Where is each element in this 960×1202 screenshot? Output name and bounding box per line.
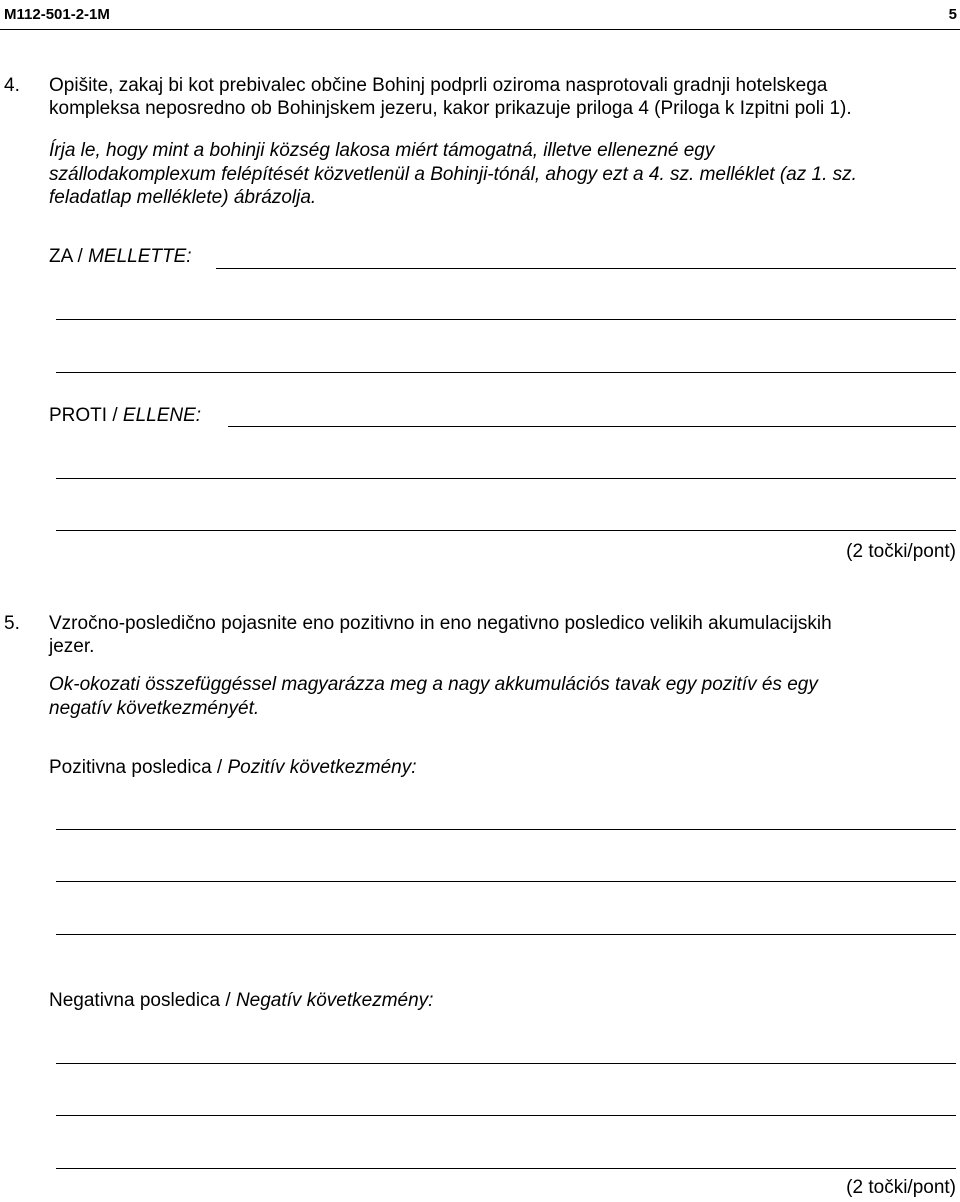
negative-label-slo: Negativna posledica / [49, 990, 236, 1011]
proti-label-slo: PROTI / [49, 405, 123, 426]
za-label-hu: MELLETTE: [88, 246, 192, 267]
q4-hu-line-1: Írja le, hogy mint a bohinji község lakosa miért támogatná, illetve ellenezné egy [49, 140, 715, 161]
answer-line-negative-2[interactable] [56, 1115, 956, 1116]
page-header [0, 0, 960, 30]
q4-hu-line-2: szállodakomplexum felépítését közvetlenül a Bohinji-tónál, ahogy ezt a 4. sz. melléklet (az 1. sz. [49, 164, 857, 185]
za-label [49, 245, 192, 269]
q5-slo-line-1: Vzročno-posledično pojasnite eno pozitivno in eno negativno posledico velikih akumulacijskih [49, 613, 832, 634]
negative-label [49, 989, 433, 1013]
q5-hu-line-2: negatív következményét. [49, 698, 260, 719]
q4-points: (2 točki/pont) [846, 541, 956, 562]
answer-line-positive-2[interactable] [56, 881, 956, 882]
answer-line-proti-3[interactable] [56, 530, 956, 531]
positive-label [49, 756, 417, 780]
exam-code: M112-501-2-1M [4, 6, 110, 23]
answer-line-negative-3[interactable] [56, 1168, 956, 1169]
za-label-slo: ZA / [49, 246, 89, 267]
answer-line-za-2[interactable] [56, 319, 956, 320]
page-number: 5 [948, 6, 957, 23]
q4-slo-line-2: kompleksa neposredno ob Bohinjskem jezeru, kakor prikazuje priloga 4 (Priloga k Izpitni poli 1). [49, 98, 852, 119]
answer-line-positive-3[interactable] [56, 934, 956, 935]
q5-number: 5. [4, 613, 20, 634]
proti-label-hu: ELLENE: [122, 405, 202, 426]
negative-label-hu: Negatív következmény: [235, 990, 434, 1011]
q5-points: (2 točki/pont) [846, 1177, 956, 1198]
q4-hu-line-3: feladatlap melléklete) ábrázolja. [49, 187, 317, 208]
answer-line-negative-1[interactable] [56, 1063, 956, 1064]
positive-label-slo: Pozitivna posledica / [49, 757, 228, 778]
proti-label [49, 404, 201, 428]
answer-line-positive-1[interactable] [56, 829, 956, 830]
answer-line-za-3[interactable] [56, 372, 956, 373]
q5-slo-line-2: jezer. [49, 636, 95, 657]
positive-label-hu: Pozitív következmény: [227, 757, 417, 778]
answer-line-proti-1[interactable] [228, 426, 956, 427]
q4-slo-line-1: Opišite, zakaj bi kot prebivalec občine Bohinj podprli oziroma nasprotovali gradnji hotelskega [49, 75, 828, 96]
q5-hu-line-1: Ok-okozati összefüggéssel magyarázza meg a nagy akkumulációs tavak egy pozitív és egy [49, 674, 818, 695]
answer-line-proti-2[interactable] [56, 478, 956, 479]
answer-line-za-1[interactable] [216, 268, 956, 269]
q4-number: 4. [4, 75, 20, 96]
